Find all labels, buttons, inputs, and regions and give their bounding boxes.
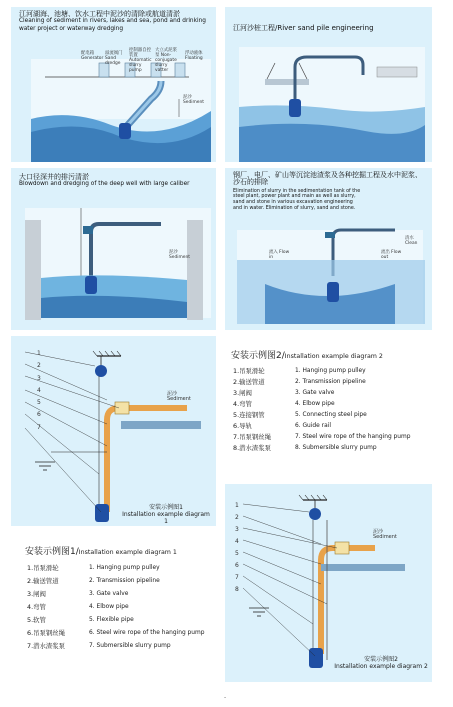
panel-sand-pile [225, 7, 432, 162]
legend-diagram-2 [225, 336, 432, 476]
panel-caption: 大口径深井的排污清淤 Blowdown and dredging of the deep well with large caliber [19, 173, 190, 188]
legend-diagram-1 [11, 532, 216, 682]
installation-diagram-1 [11, 336, 216, 526]
callout-numbers: 1 2 3 4 5 6 7 8 [235, 502, 239, 593]
legend-item: 1.吊泵滑轮 1. Hanging pump pulley [233, 367, 366, 375]
page-mark: - [224, 694, 227, 701]
diagram-1-illustration [11, 336, 216, 526]
legend-list [233, 366, 411, 454]
sand-pile-illustration [225, 7, 432, 162]
equipment-label-4: 大立式泥浆泵 Non-conjugate slurry vatter [155, 48, 177, 73]
clean-label: 清水 Clean [405, 236, 418, 246]
sediment-label: 泥沙 Sediment [373, 529, 397, 540]
installation-diagram-2 [225, 484, 432, 682]
legend-item: 2.输送管道 2. Transmission pipeline [27, 577, 160, 585]
sediment-label: 泥沙 Sediment [169, 250, 190, 260]
legend-item: 7.潜水渣浆泵 7. Submersible slurry pump [27, 642, 171, 650]
panel-caption: 江河湖海、池塘、饮水工程中泥沙的清除或航道清淤 Cleaning of sediment in rivers, lakes and sea, pond and drinking water project or waterway dredging [19, 10, 206, 32]
sediment-label: 泥沙 Sediment [167, 391, 191, 402]
panel-caption: 钢厂、电厂、矿山等沉淀池渣浆及各种挖掘工程及水中泥浆、沙石的排除 Elimination of slurry in the sedimentation tank of the steel plant, power plant and main as well as slurry, sand and stone in various excavation engineering and in water. Elimination of slurry, sand and stone. [233, 171, 422, 211]
equipment-label-1: 配电箱 Generator [81, 51, 104, 61]
legend-item: 6.吊泵钢丝绳 6. Steel wire rope of the hanging pump [27, 629, 205, 637]
equipment-label-3: 控制器自控装置 Automatic slurry pump [129, 48, 152, 73]
legend-item: 3.闸阀 3. Gate valve [233, 389, 335, 397]
flow-in-label: 流入 Flow in [269, 250, 290, 260]
diagram-2-illustration [225, 484, 432, 682]
legend-item: 5.软管 5. Flexible pipe [27, 616, 134, 624]
panel-caption: 江河沙桩工程/River sand pile engineering [233, 24, 374, 32]
legend-item: 4.弯管 4. Elbow pipe [27, 603, 129, 611]
equipment-label-5: 浮动液体 Floating [185, 51, 203, 61]
panel-deep-well [11, 168, 216, 330]
legend-list [27, 562, 205, 653]
legend-title: 安装示例图1/Installation example diagram 1 [25, 547, 177, 557]
panel-river-dredging [11, 7, 216, 162]
diagram-caption: 安装示例图2 Installation example diagram 2 [334, 656, 428, 670]
equipment-label-2: 溢流阀门 Sand dredge [105, 51, 123, 66]
legend-title: 安装示例图2/Installation example diagram 2 [231, 351, 383, 361]
legend-item: 3.闸阀 3. Gate valve [27, 590, 129, 598]
legend-item: 6.导轨 6. Guide rail [233, 422, 331, 430]
deep-well-illustration [11, 168, 216, 330]
legend-item: 7.吊泵钢丝绳 7. Steel wire rope of the hanging pump [233, 433, 411, 441]
legend-item: 2.输送管道 2. Transmission pipeline [233, 378, 366, 386]
legend-item: 8.潜水渣浆泵 8. Submersible slurry pump [233, 444, 377, 452]
river-dredging-illustration [11, 7, 216, 162]
legend-item: 4.弯管 4. Elbow pipe [233, 400, 335, 408]
legend-item: 5.连接钢管 5. Connecting steel pipe [233, 411, 367, 419]
flow-out-label: 流出 Flow out [381, 250, 402, 260]
legend-item: 1.吊泵滑轮 1. Hanging pump pulley [27, 564, 160, 572]
diagram-caption: 安装示例图1 Installation example diagram 1 [122, 504, 210, 525]
sediment-label: 泥沙 Sediment [183, 95, 204, 105]
callout-numbers: 1 2 3 4 5 6 7 [37, 350, 41, 431]
slurry-tank-illustration [225, 168, 432, 330]
panel-slurry-tank [225, 168, 432, 330]
